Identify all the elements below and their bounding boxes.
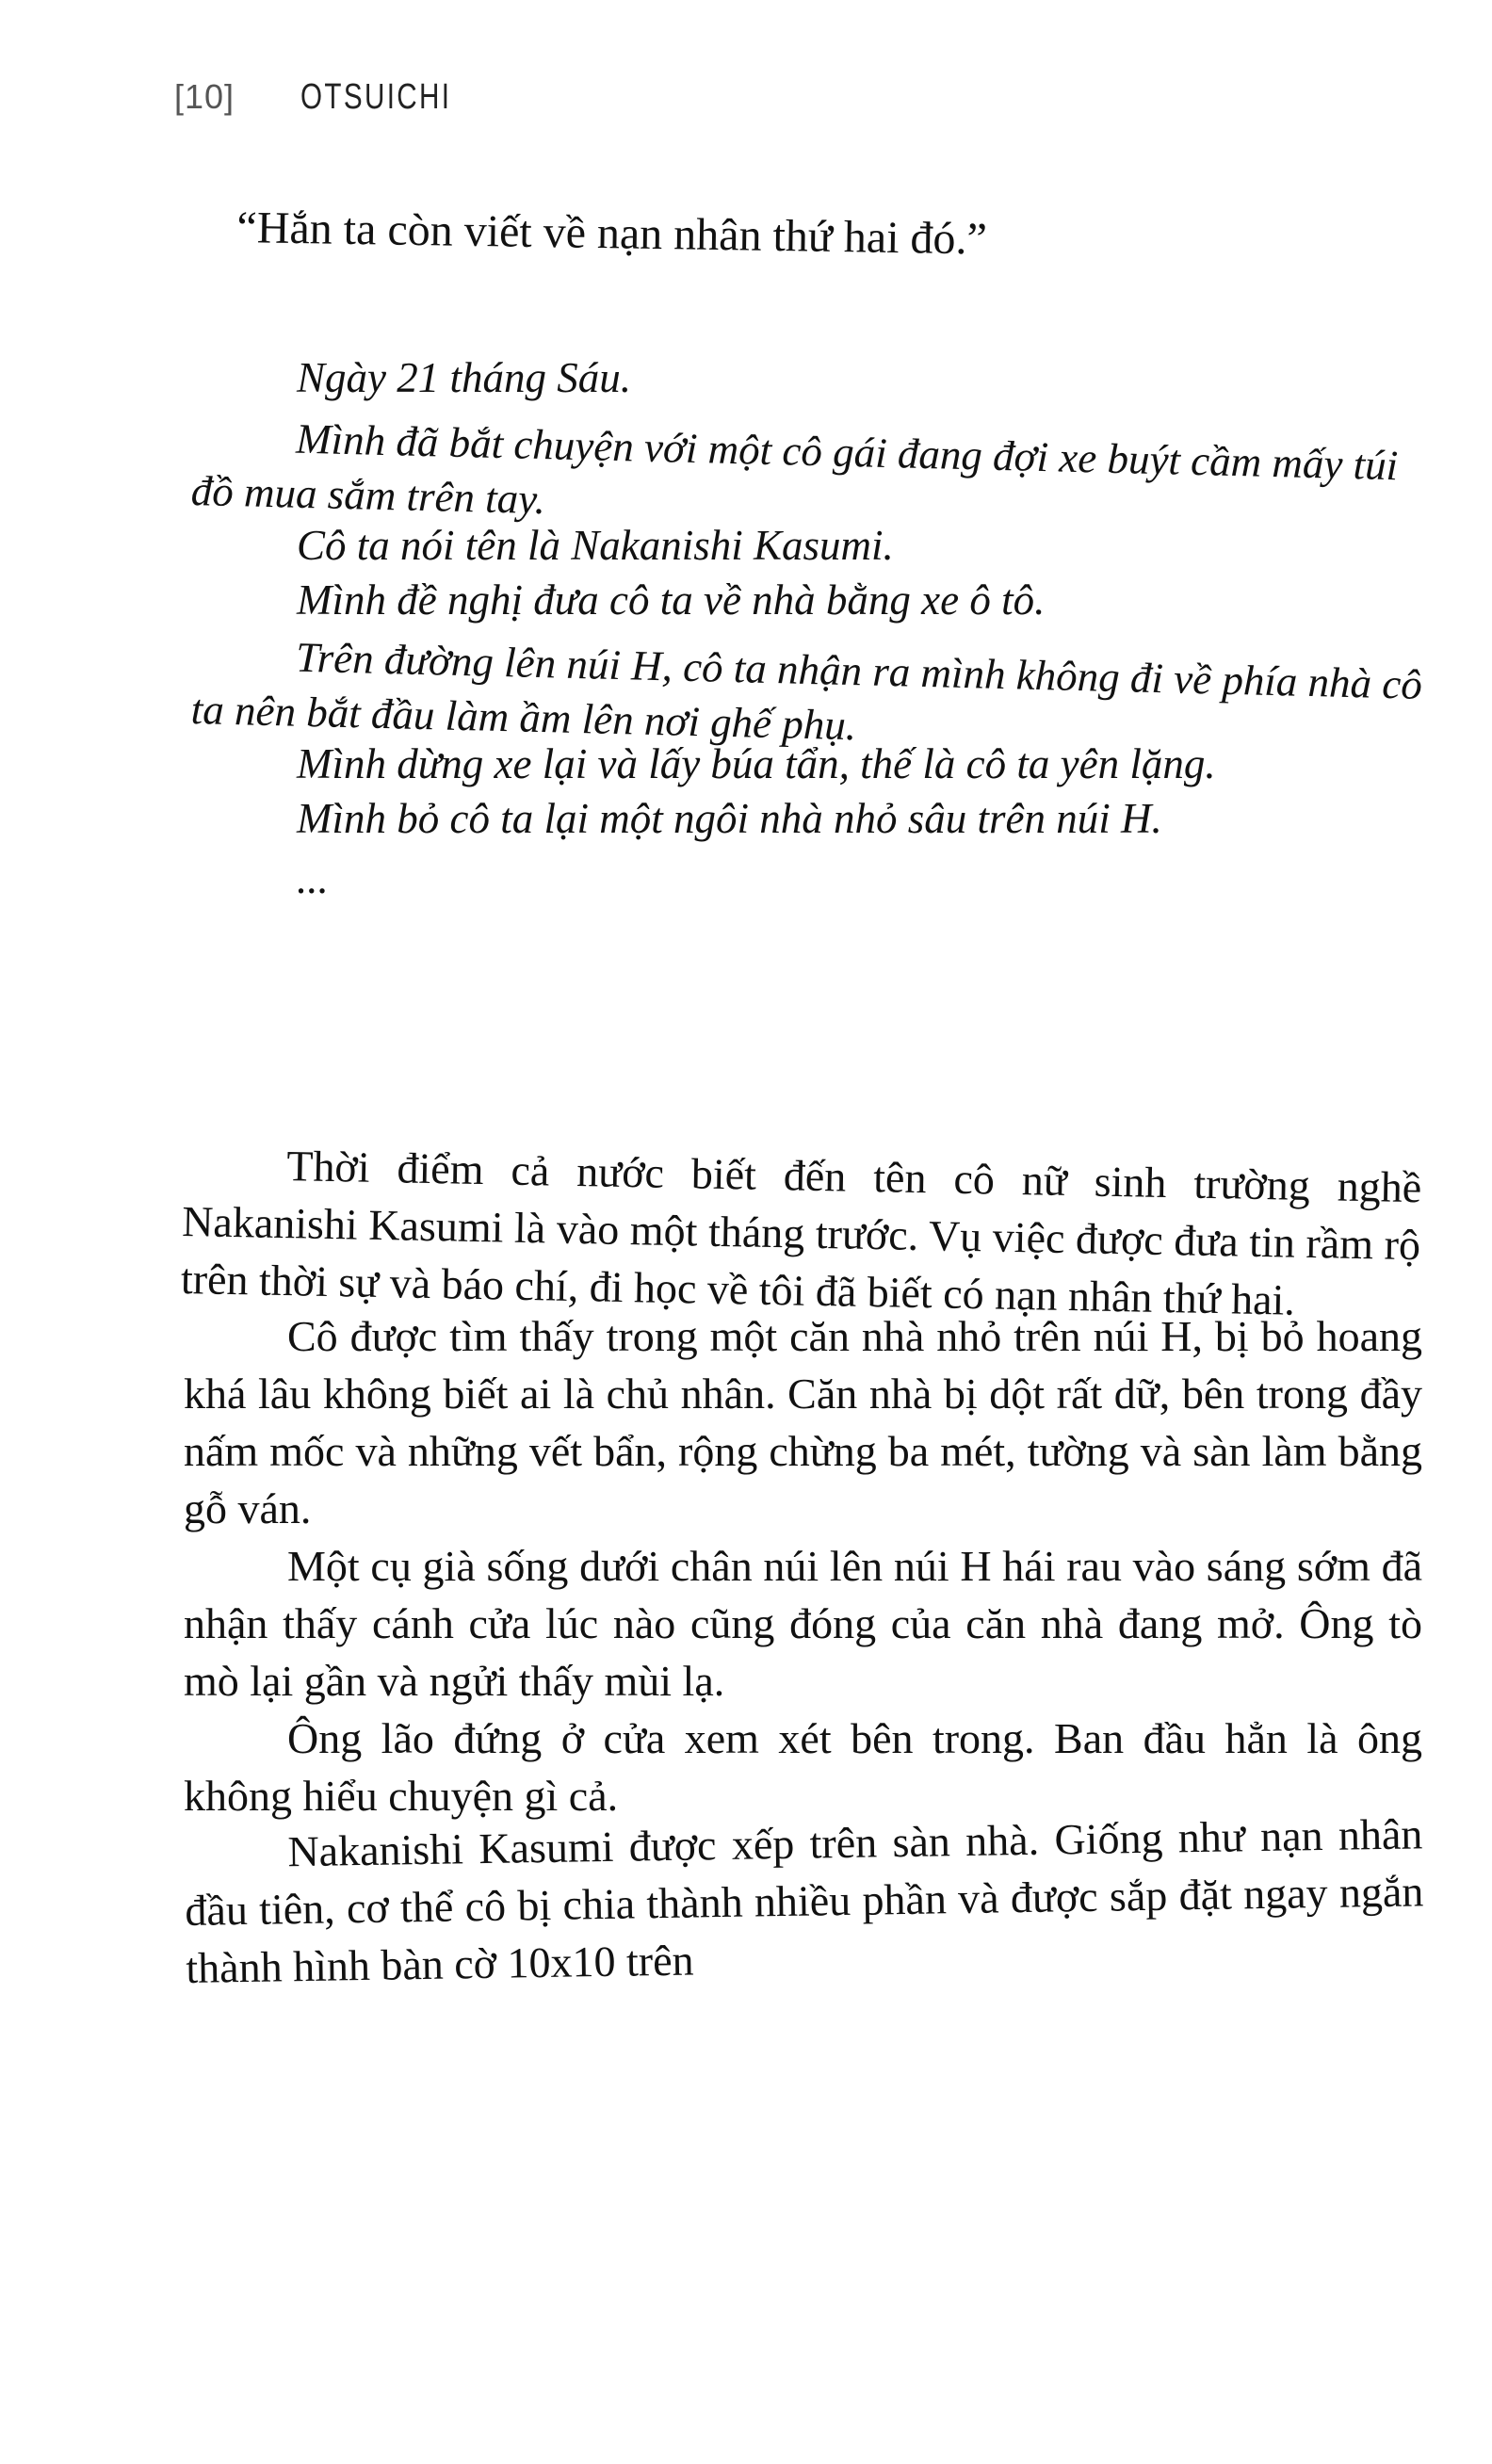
diary-entry: Mình đề nghị đưa cô ta về nhà bằng xe ô tô. <box>297 576 1046 624</box>
body-paragraph: Nakanishi Kasumi được xếp trên sàn nhà. Giống như nạn nhân đầu tiên, cơ thể cô bị chia thành nhiều phần và được sắp đặt ngay ngắn thành hình bàn cờ 10x10 trên <box>185 1809 1424 1992</box>
diary-entry: Mình bỏ cô ta lại một ngôi nhà nhỏ sâu trên núi H. <box>297 795 1162 842</box>
diary-excerpt <box>190 350 1427 906</box>
diary-entry: Cô ta nói tên là Nakanishi Kasumi. <box>297 522 894 569</box>
body-paragraph: Ông lão đứng ở cửa xem xét bên trong. Ban đầu hẳn là ông không hiểu chuyện gì cả. <box>184 1714 1422 1820</box>
body-paragraph: Cô được tìm thấy trong một căn nhà nhỏ trên núi H, bị bỏ hoang khá lâu không biết ai là chủ nhân. Căn nhà bị dột rất dữ, bên trong đầy nấm mốc và những vết bẩn, rộng chừng ba mét, tường và sàn làm bằng gỗ ván. <box>184 1312 1422 1532</box>
diary-entry: Trên đường lên núi H, cô ta nhận ra mình không đi về phía nhà cô ta nên bắt đầu làm ầm lên nơi ghế phụ. <box>190 633 1423 750</box>
body-text <box>180 1135 1424 1997</box>
diary-entry: Mình đã bắt chuyện với một cô gái đang đợi xe buýt cầm mấy túi đồ mua sắm trên tay. <box>190 414 1399 524</box>
body-paragraph: Thời điểm cả nước biết đến tên cô nữ sinh trường nghề Nakanishi Kasumi là vào một tháng trước. Vụ việc được đưa tin rầm rộ trên thời sự và báo chí, đi học về tôi đã biết có nạn nhân thứ hai. <box>180 1142 1422 1324</box>
dialogue-quote: “Hắn ta còn viết về nạn nhân thứ hai đó.” <box>236 202 988 265</box>
diary-entry: Mình dừng xe lại và lấy búa tẩn, thế là cô ta yên lặng. <box>297 740 1216 787</box>
running-header-author: OTSUICHI <box>300 77 452 117</box>
running-header <box>174 77 495 118</box>
diary-ellipsis: ... <box>297 855 329 902</box>
page-number: [10] <box>174 77 235 116</box>
body-paragraph: Một cụ già sống dưới chân núi lên núi H hái rau vào sáng sớm đã nhận thấy cánh cửa lúc nào cũng đóng của căn nhà đang mở. Ông tò mò lại gần và ngửi thấy mùi lạ. <box>184 1542 1422 1705</box>
diary-date: Ngày 21 tháng Sáu. <box>297 354 631 401</box>
